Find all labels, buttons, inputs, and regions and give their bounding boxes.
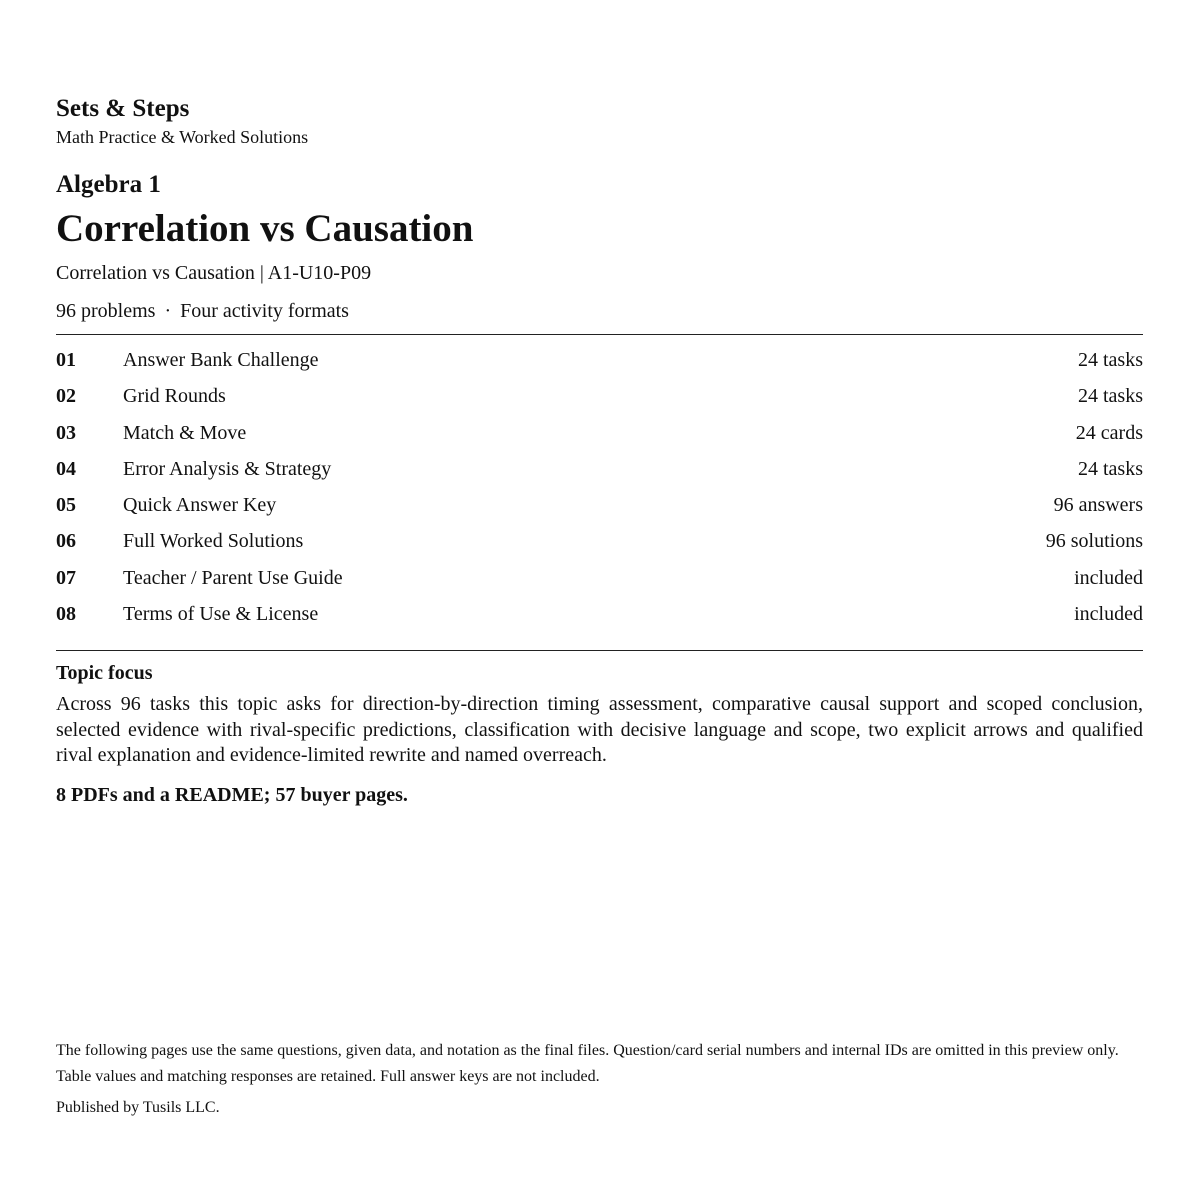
file-summary: 8 PDFs and a README; 57 buyer pages. — [56, 784, 408, 806]
brand-tagline: Math Practice & Worked Solutions — [56, 127, 309, 147]
product-meta — [56, 298, 349, 324]
contents-number: 08 — [56, 603, 76, 626]
contents-row — [56, 487, 1143, 523]
topic-focus-body: Across 96 tasks this topic asks for direction-by-direction timing assessment, comparative causal support and scoped conclusion, selected evidence with rival-specific predictions, classification with decisive language and scope, two explicit arrows and qualified rival explanation and evidence-limited rewrite and named overreach. — [56, 693, 1143, 766]
contents-count: 24 tasks — [1078, 457, 1143, 480]
product-code: Correlation vs Causation | A1-U10-P09 — [56, 262, 372, 284]
contents-count: included — [1074, 566, 1143, 589]
contents-count: 24 cards — [1075, 421, 1143, 444]
contents-name: Error Analysis & Strategy — [123, 457, 332, 480]
contents-count: 96 answers — [1053, 494, 1143, 517]
brand-name: Sets & Steps — [56, 95, 190, 122]
contents-name: Grid Rounds — [123, 385, 226, 408]
contents-bottom-divider — [56, 650, 1143, 651]
publisher-line: Published by Tusils LLC. — [56, 1099, 220, 1116]
contents-row — [56, 523, 1143, 559]
contents-number: 01 — [56, 349, 76, 371]
activity-formats: Four activity formats — [180, 300, 349, 322]
problem-count: 96 problems — [56, 300, 156, 322]
contents-name: Teacher / Parent Use Guide — [123, 566, 343, 589]
contents-name: Full Worked Solutions — [123, 530, 304, 553]
contents-number: 02 — [56, 385, 76, 408]
contents-row — [56, 451, 1143, 487]
contents-count: 96 solutions — [1045, 530, 1143, 553]
topic-focus-heading: Topic focus — [56, 662, 153, 684]
contents-row — [56, 596, 1143, 632]
contents-number: 03 — [56, 421, 76, 444]
contents-row — [56, 560, 1143, 596]
contents-name: Terms of Use & License — [123, 603, 319, 626]
contents-count: 24 tasks — [1078, 385, 1143, 408]
contents-name: Quick Answer Key — [123, 494, 277, 517]
course-name: Algebra 1 — [56, 171, 161, 198]
contents-number: 07 — [56, 566, 76, 589]
contents-number: 05 — [56, 494, 76, 517]
contents-top-divider — [56, 334, 1143, 335]
contents-list — [56, 342, 1143, 632]
contents-count: included — [1074, 603, 1143, 626]
contents-name: Answer Bank Challenge — [123, 349, 319, 371]
contents-name: Match & Move — [123, 421, 247, 444]
preview-note: The following pages use the same questions, given data, and notation as the final files. Question/card serial numbers and internal IDs are omitted in this preview only. Table values and matching responses are retained. Full answer keys are not included. — [56, 1042, 1119, 1085]
contents-number: 06 — [56, 530, 76, 553]
contents-row — [56, 415, 1143, 451]
page-title: Correlation vs Causation — [56, 207, 474, 250]
document-page — [56, 0, 1143, 1200]
contents-count: 24 tasks — [1078, 349, 1143, 371]
contents-row — [56, 342, 1143, 378]
contents-number: 04 — [56, 457, 76, 480]
meta-separator: · — [164, 300, 172, 322]
contents-row — [56, 378, 1143, 414]
